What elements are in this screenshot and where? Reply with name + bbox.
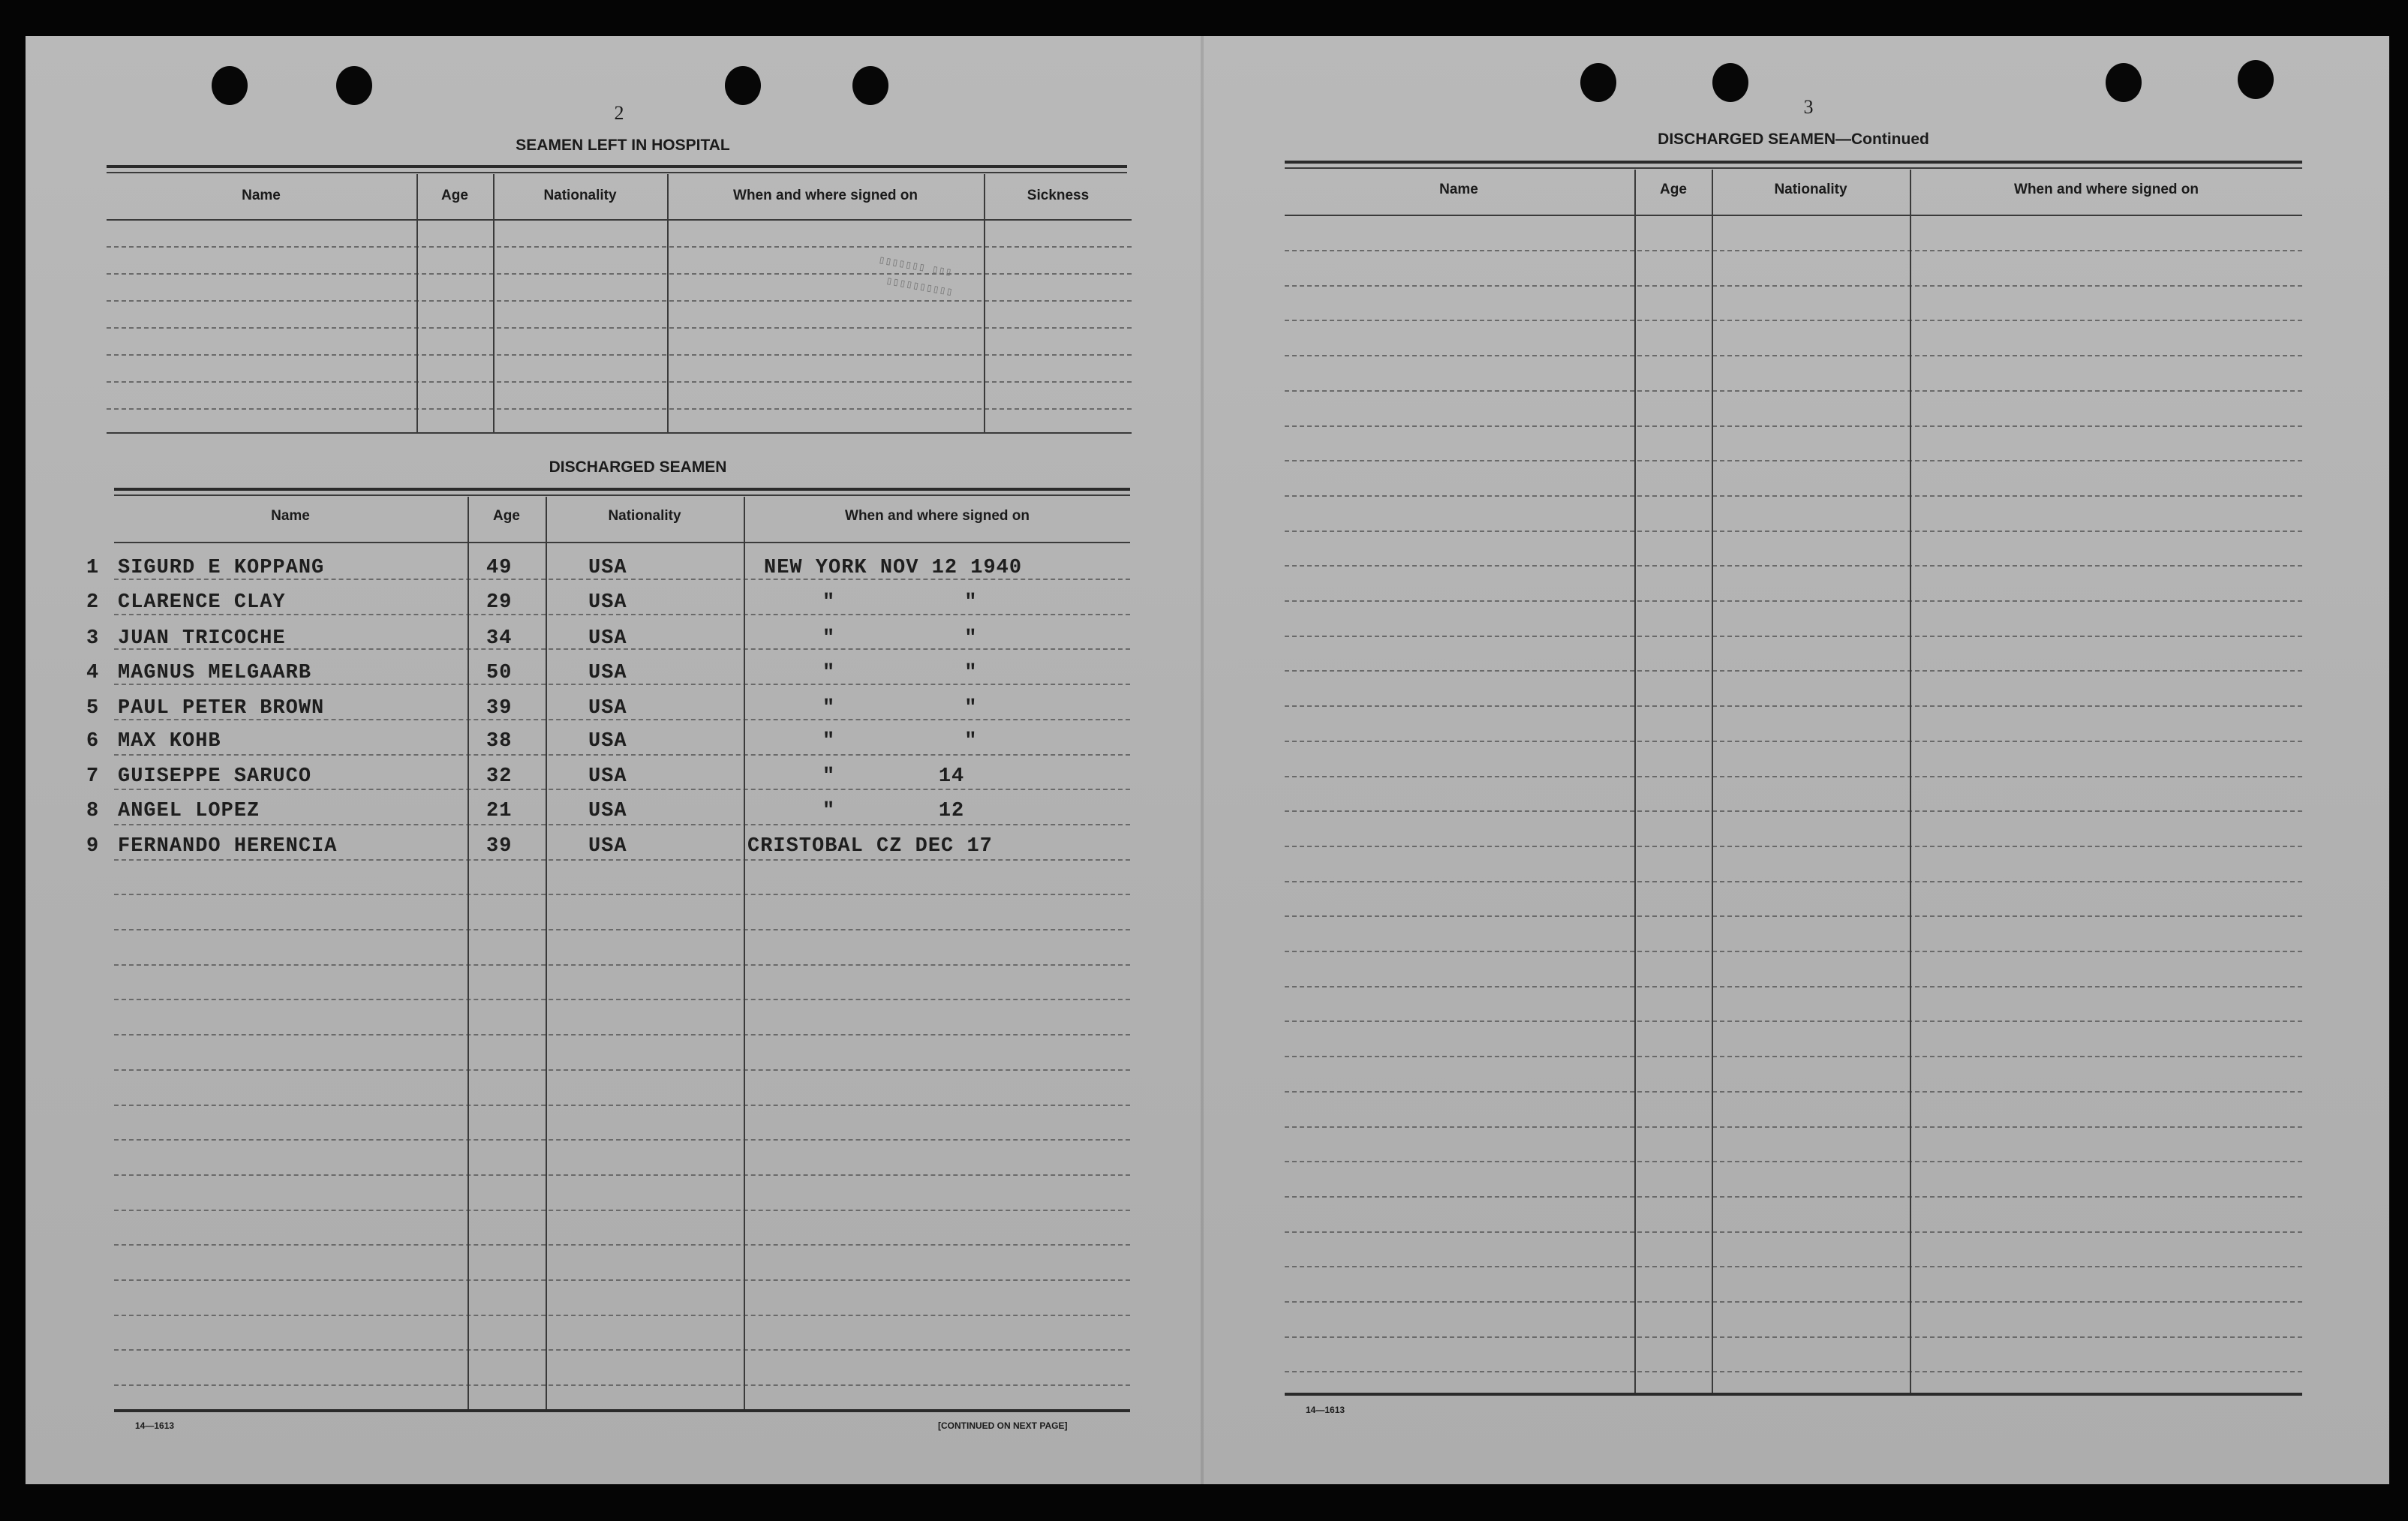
ruled-line [1285,1021,2302,1022]
page-number: 2 [614,102,624,124]
hospital-header-sickness: Sickness [1027,188,1090,203]
column-divider [1910,170,1911,1394]
seaman-signed-on: " 14 [822,765,965,788]
seaman-signed-on: " " [822,627,978,650]
section-title-discharged: DISCHARGED SEAMEN [549,458,727,476]
column-divider [467,497,469,1411]
row-number: 2 [86,591,100,614]
seaman-nationality: USA [588,835,627,858]
form-number: 14—1613 [135,1420,175,1431]
ruled-line [1285,705,2302,707]
ruled-line [114,1315,1130,1316]
continued-header-signed-on: When and where signed on [2014,182,2199,197]
seaman-name: PAUL PETER BROWN [118,697,325,720]
ruled-line [1285,1336,2302,1338]
continued-header-nationality: Nationality [1774,182,1847,197]
seaman-nationality: USA [588,765,627,788]
seaman-signed-on: " 12 [822,800,965,822]
seaman-name: FERNANDO HERENCIA [118,835,338,858]
seaman-nationality: USA [588,662,627,684]
ruled-line [1285,460,2302,461]
ruled-line [1285,1301,2302,1303]
section-title-discharged-continued: DISCHARGED SEAMEN—Continued [1658,131,1929,148]
ruled-line [1285,1371,2302,1372]
section-title-hospital: SEAMEN LEFT IN HOSPITAL [516,137,730,154]
column-divider [1712,170,1713,1394]
ruled-line [1285,810,2302,812]
ruled-line [1285,1231,2302,1233]
ruled-line [114,614,1130,615]
ruled-line [1285,776,2302,777]
table-top-rule [114,488,1130,491]
ruled-line [107,273,1132,275]
ruled-line [114,1384,1130,1386]
seaman-name: MAGNUS MELGAARB [118,662,312,684]
row-number: 7 [86,765,100,788]
seaman-name: MAX KOHB [118,730,221,753]
ruled-line [114,1279,1130,1281]
seaman-name: SIGURD E KOPPANG [118,557,325,579]
hospital-header-age: Age [441,188,468,203]
seaman-nationality: USA [588,627,627,650]
ruled-line [1285,495,2302,497]
continued-header-name: Name [1439,182,1478,197]
discharged-header-rule [114,542,1130,543]
ruled-line [107,354,1132,356]
ruled-line [1285,565,2302,567]
ruled-line [114,999,1130,1000]
column-divider [416,174,418,432]
seaman-age: 29 [486,591,513,614]
ruled-line [1285,250,2302,251]
ruled-line [1285,741,2302,742]
table-bottom-rule [1285,1393,2302,1396]
ruled-line [1285,915,2302,917]
ruled-line [1285,1091,2302,1093]
discharged-header-age: Age [493,508,520,524]
seaman-name: GUISEPPE SARUCO [118,765,312,788]
ruled-line [1285,1196,2302,1198]
seaman-nationality: USA [588,800,627,822]
table-top-rule [107,172,1127,173]
ruled-line [107,246,1132,248]
ruled-line [1285,600,2302,602]
ruled-line [114,1034,1130,1036]
seaman-age: 34 [486,627,513,650]
seaman-nationality: USA [588,730,627,753]
seaman-name: ANGEL LOPEZ [118,800,260,822]
ruled-line [114,1210,1130,1211]
punch-hole [2238,60,2274,99]
ruled-line [1285,355,2302,356]
row-number: 6 [86,730,100,753]
punch-hole [725,66,761,105]
ruled-line [1285,390,2302,392]
ruled-line [114,1139,1130,1141]
ruled-line [114,1069,1130,1071]
seaman-age: 39 [486,835,513,858]
bleed-through-stamp: ▯▯▯▯▯▯▯ ▯▯▯ [877,254,953,280]
seaman-nationality: USA [588,557,627,579]
continued-header-age: Age [1660,182,1687,197]
hospital-header-nationality: Nationality [543,188,617,203]
punch-hole [1712,63,1748,102]
hospital-header-signed-on: When and where signed on [733,188,918,203]
ruled-line [107,381,1132,383]
ruled-line [1285,320,2302,321]
hospital-header-rule [107,219,1132,221]
column-divider [744,497,745,1411]
ruled-line [114,859,1130,861]
ruled-line [114,1349,1130,1351]
hospital-header-name: Name [242,188,281,203]
seaman-name: JUAN TRICOCHE [118,627,286,650]
seaman-age: 21 [486,800,513,822]
table-top-rule [107,165,1127,168]
seaman-signed-on: CRISTOBAL CZ DEC 17 [747,835,993,858]
ruled-line [107,408,1132,410]
row-number: 3 [86,627,100,650]
ruled-line [114,1105,1130,1106]
seaman-signed-on: " " [822,591,978,614]
continued-note: [CONTINUED ON NEXT PAGE] [938,1420,1068,1431]
column-divider [1634,170,1636,1394]
seaman-signed-on: " " [822,662,978,684]
row-number: 5 [86,697,100,720]
column-divider [493,174,495,432]
ruled-line [114,929,1130,930]
ruled-line [1285,1126,2302,1128]
ruled-line [1285,531,2302,532]
ruled-line [1285,1161,2302,1162]
ruled-line [1285,636,2302,637]
punch-hole [2106,63,2142,102]
seaman-age: 49 [486,557,513,579]
seaman-age: 32 [486,765,513,788]
seaman-signed-on: " " [822,697,978,720]
row-number: 8 [86,800,100,822]
ruled-line [114,1244,1130,1246]
seaman-signed-on: " " [822,730,978,753]
ruled-line [114,824,1130,825]
seaman-age: 38 [486,730,513,753]
punch-hole [212,66,248,105]
punch-hole [852,66,888,105]
row-number: 4 [86,662,100,684]
ruled-line [114,964,1130,966]
seaman-nationality: USA [588,591,627,614]
punch-hole [1580,63,1616,102]
ruled-line [1285,986,2302,987]
seaman-signed-on: NEW YORK NOV 12 1940 [764,557,1023,579]
ruled-line [114,1174,1130,1176]
seaman-age: 50 [486,662,513,684]
column-divider [546,497,547,1411]
discharged-header-signed-on: When and where signed on [845,508,1030,524]
ruled-line [114,894,1130,895]
table-top-rule [1285,167,2302,169]
ruled-line [1285,285,2302,287]
ruled-line [1285,951,2302,952]
seaman-name: CLARENCE CLAY [118,591,286,614]
bleed-through-stamp: ▯▯▯▯▯▯▯▯▯▯ [885,275,954,299]
ruled-line [1285,846,2302,847]
ruled-line [1285,670,2302,672]
page-number: 3 [1803,96,1814,118]
form-number: 14—1613 [1306,1405,1345,1415]
ruled-line [1285,881,2302,882]
page-fold [1201,36,1204,1484]
ruled-line [1285,1266,2302,1267]
row-number: 9 [86,835,100,858]
table-top-rule [114,494,1130,496]
row-number: 1 [86,557,100,579]
table-bottom-rule [114,1409,1130,1412]
ruled-line [1285,425,2302,427]
discharged-header-name: Name [271,508,310,524]
discharged-header-nationality: Nationality [608,508,681,524]
seaman-nationality: USA [588,697,627,720]
punch-hole [336,66,372,105]
seaman-age: 39 [486,697,513,720]
column-divider [667,174,669,432]
ruled-line [107,300,1132,302]
ruled-line [1285,1056,2302,1057]
ruled-line [114,789,1130,790]
continued-header-rule [1285,215,2302,216]
column-divider [984,174,985,432]
hospital-bottom-rule [107,432,1132,434]
ruled-line [114,754,1130,756]
ruled-line [107,327,1132,329]
table-top-rule [1285,161,2302,164]
